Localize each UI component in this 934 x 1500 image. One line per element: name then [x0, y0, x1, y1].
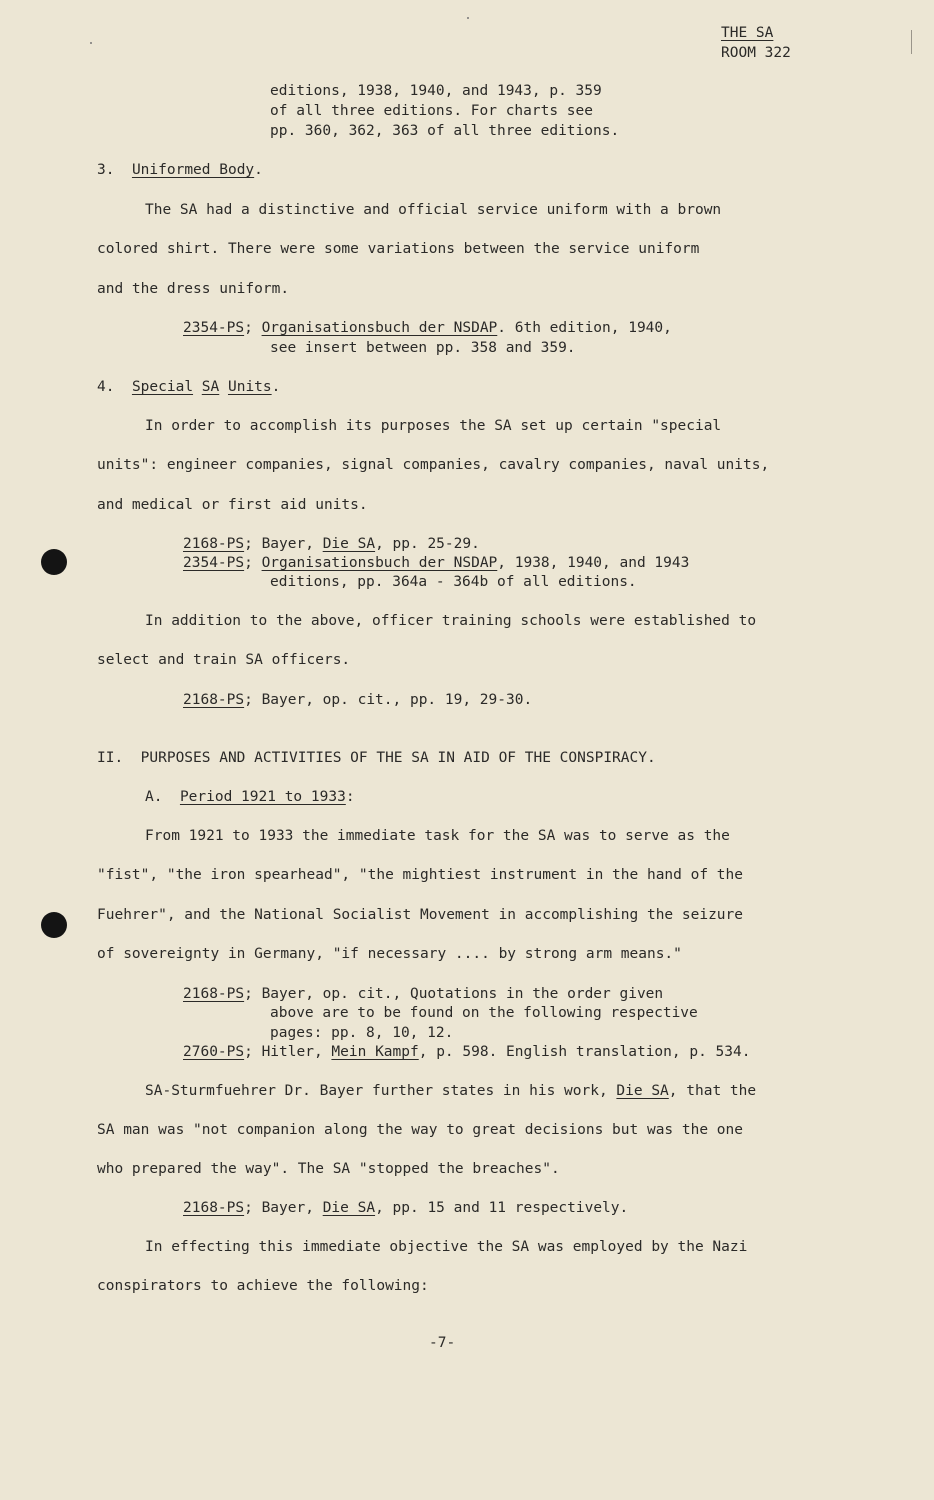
paragraph-line: who prepared the way". The SA "stopped the breaches". — [97, 1161, 560, 1177]
intro-cite-line: pp. 360, 362, 363 of all three editions. — [270, 123, 620, 139]
paragraph-line: From 1921 to 1933 the immediate task for the SA was to serve as the — [145, 828, 730, 844]
paper-speck — [467, 17, 469, 19]
section-3-heading: 3. Uniformed Body. — [97, 162, 263, 178]
paragraph-line: SA man was "not companion along the way to great decisions but was the one — [97, 1122, 744, 1138]
paper-edge-mark — [911, 30, 912, 54]
citation-line: see insert between pp. 358 and 359. — [270, 340, 576, 356]
citation-line: pages: pp. 8, 10, 12. — [270, 1025, 454, 1041]
intro-cite-line: editions, 1938, 1940, and 1943, p. 359 — [270, 83, 602, 99]
paragraph-line: In addition to the above, officer training schools were established to — [145, 613, 757, 629]
paragraph-line: In effecting this immediate objective the SA was employed by the Nazi — [145, 1239, 748, 1255]
subsection-A-heading: A. Period 1921 to 1933: — [145, 789, 355, 805]
paragraph-line: In order to accomplish its purposes the SA set up certain "special — [145, 418, 722, 434]
paragraph-line: units": engineer companies, signal companies, cavalry companies, naval units, — [97, 457, 770, 473]
citation-line: 2168-PS; Bayer, op. cit., Quotations in the order given — [183, 986, 664, 1002]
section-II-heading: II. PURPOSES AND ACTIVITIES OF THE SA IN AID OF THE CONSPIRACY. — [97, 750, 656, 766]
paragraph-line: Fuehrer", and the National Socialist Movement in accomplishing the seizure — [97, 907, 744, 923]
citation-line: 2168-PS; Bayer, op. cit., pp. 19, 29-30. — [183, 692, 533, 708]
paragraph-line: conspirators to achieve the following: — [97, 1278, 429, 1294]
paragraph-line: select and train SA officers. — [97, 652, 351, 668]
paragraph-line: and the dress uniform. — [97, 281, 290, 297]
paragraph-line: colored shirt. There were some variations between the service uniform — [97, 241, 700, 257]
citation-line: 2354-PS; Organisationsbuch der NSDAP. 6th edition, 1940, — [183, 320, 672, 336]
citation-line: 2168-PS; Bayer, Die SA, pp. 25-29. — [183, 536, 480, 552]
page-number: -7- — [429, 1335, 456, 1351]
paragraph-line: and medical or first aid units. — [97, 497, 368, 513]
header-label: THE SA — [721, 25, 774, 41]
punch-hole-upper — [41, 549, 67, 575]
punch-hole-lower — [41, 912, 67, 938]
paragraph-line: SA-Sturmfuehrer Dr. Bayer further states in his work, Die SA, that the — [145, 1083, 757, 1099]
citation-line: above are to be found on the following respective — [270, 1005, 698, 1021]
citation-line: editions, pp. 364a - 364b of all editions. — [270, 574, 637, 590]
paragraph-line: of sovereignty in Germany, "if necessary .... by strong arm means." — [97, 946, 682, 962]
citation-line: 2168-PS; Bayer, Die SA, pp. 15 and 11 respectively. — [183, 1200, 629, 1216]
paper-speck — [90, 42, 92, 44]
paragraph-line: The SA had a distinctive and official service uniform with a brown — [145, 202, 722, 218]
citation-line: 2354-PS; Organisationsbuch der NSDAP, 1938, 1940, and 1943 — [183, 555, 690, 571]
header-room: ROOM 322 — [721, 45, 791, 61]
intro-cite-line: of all three editions. For charts see — [270, 103, 594, 119]
citation-line: 2760-PS; Hitler, Mein Kampf, p. 598. English translation, p. 534. — [183, 1044, 751, 1060]
section-4-heading: 4. Special SA Units. — [97, 379, 281, 395]
paragraph-line: "fist", "the iron spearhead", "the mightiest instrument in the hand of the — [97, 867, 744, 883]
